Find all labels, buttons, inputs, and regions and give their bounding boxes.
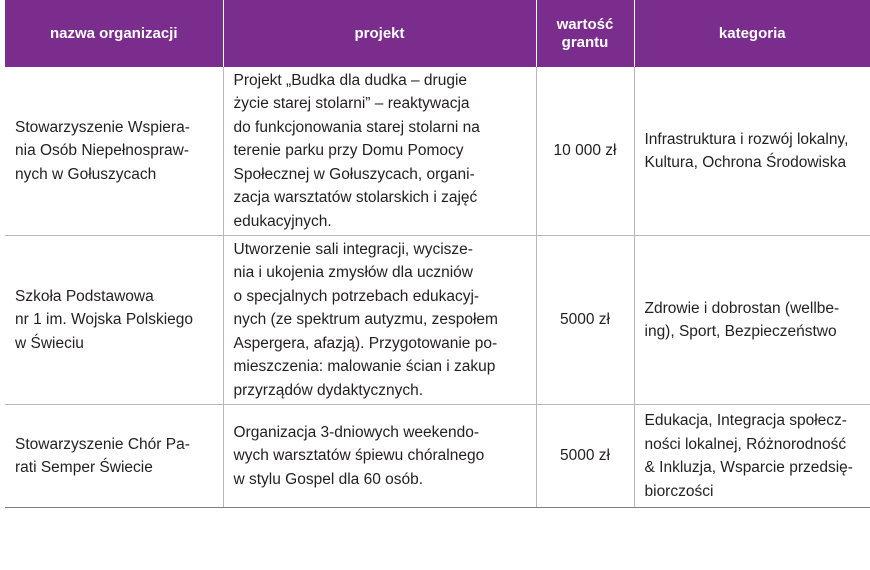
text-line: Społecznej w Gołuszycach, organi- (233, 165, 475, 183)
cell-category (634, 405, 870, 508)
table-row (5, 405, 870, 508)
text-line: w stylu Gospel dla 60 osób. (233, 470, 424, 488)
text-line: zacja warsztatów stolarskich i zajęć (233, 189, 478, 207)
text-line: rati Semper Świecie (15, 459, 153, 476)
cell-category (634, 236, 870, 405)
text-line: & Inkluzja, Wsparcie przedsię- (644, 459, 853, 476)
table-row (5, 236, 870, 405)
grants-table (5, 0, 870, 508)
text-line: ności lokalnej, Różnorodność (644, 435, 847, 453)
text-line: w Świeciu (15, 334, 84, 352)
text-line: nych w Gołuszycach (15, 165, 157, 183)
text-line: o specjalnych potrzebach edukacyj- (233, 287, 480, 305)
text-line: Infrastruktura i rozwój lokalny, (644, 130, 849, 148)
table-header-row (5, 0, 870, 67)
cell-project (223, 236, 536, 405)
text-line: Edukacja, Integracja społecz- (644, 412, 847, 429)
text-line: edukacyjnych. (233, 212, 332, 230)
header-value-line: wartość (556, 15, 614, 33)
text-line: Zdrowie i dobrostan (wellbe- (644, 299, 840, 317)
text-line: nia i ukojenia zmysłów dla uczniów (233, 264, 474, 282)
text-line: do funkcjonowania starej stolarni na (233, 118, 480, 136)
text-line: Projekt „Budka dla dudka – drugie (233, 71, 468, 89)
text-line: Szkoła Podstawowa (15, 287, 154, 305)
text-line: życie starej stolarni” – reaktywacja (233, 95, 470, 113)
text-line: Kultura, Ochrona Środowiska (644, 154, 847, 171)
header-category: kategoria (634, 0, 870, 67)
cell-organization (5, 67, 223, 236)
table-row (5, 67, 870, 236)
text-line: Stowarzyszenie Wspiera- (15, 118, 190, 136)
cell-organization (5, 236, 223, 405)
cell-category (634, 67, 870, 236)
text-line: nr 1 im. Wojska Polskiego (15, 311, 194, 329)
text-line: ing), Sport, Bezpieczeństwo (644, 323, 837, 340)
cell-organization (5, 405, 223, 508)
text-line: Organizacja 3-dniowych weekendo- (233, 423, 480, 441)
text-line: Stowarzyszenie Chór Pa- (15, 435, 190, 453)
text-line: nych (ze spektrum autyzmu, zespołem (233, 311, 498, 329)
cell-grant-value: 5000 zł (536, 405, 634, 508)
cell-grant-value: 5000 zł (536, 236, 634, 405)
header-value-line: grantu (561, 33, 609, 51)
cell-grant-value: 10 000 zł (536, 67, 634, 236)
text-line: Aspergera, afazją). Przygotowanie po- (233, 334, 498, 352)
cell-project (223, 405, 536, 508)
text-line: mieszczenia: malowanie ścian i zakup (233, 358, 496, 376)
text-line: nia Osób Niepełnospraw- (15, 142, 190, 160)
header-project: projekt (223, 0, 536, 67)
header-organization: nazwa organizacji (5, 0, 223, 67)
text-line: terenie parku przy Domu Pomocy (233, 142, 464, 160)
text-line: wych warsztatów śpiewu chóralnego (233, 447, 485, 465)
cell-project (223, 67, 536, 236)
header-value (536, 0, 634, 67)
text-line: biorczości (644, 482, 714, 500)
text-line: Utworzenie sali integracji, wycisze- (233, 240, 473, 258)
text-line: przyrządów dydaktycznych. (233, 381, 424, 399)
